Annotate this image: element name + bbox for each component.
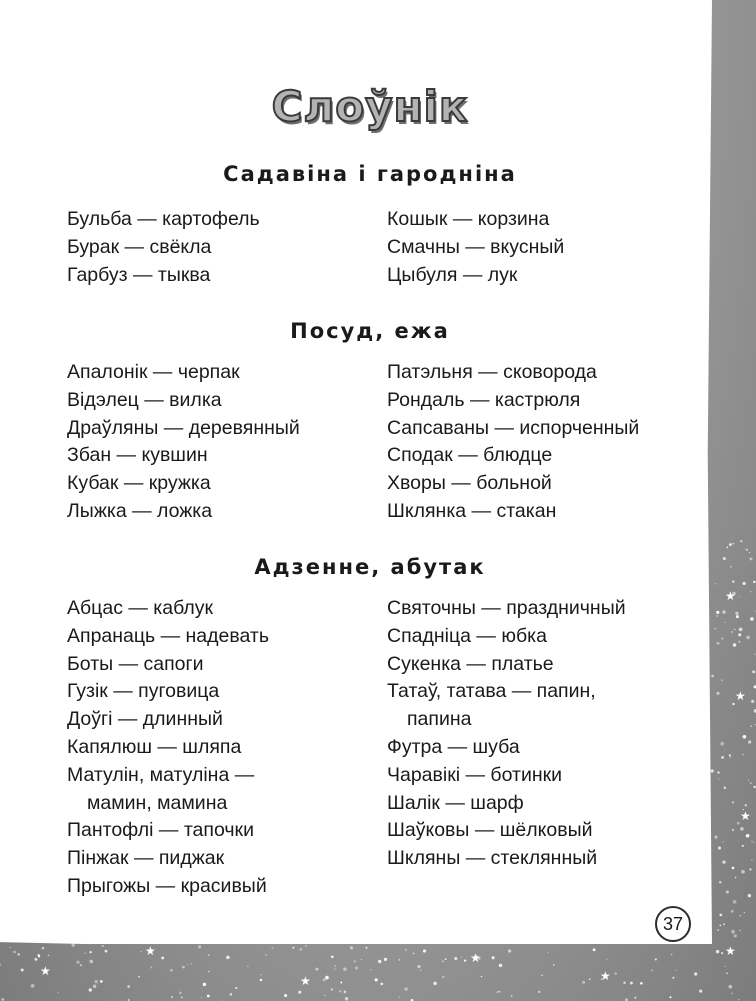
star-dot — [354, 960, 356, 962]
star-dot — [355, 967, 358, 970]
star-dot — [13, 951, 16, 954]
star-dot — [343, 968, 347, 972]
star-dot — [721, 756, 724, 759]
star-icon: ★ — [725, 944, 736, 958]
star-dot — [752, 670, 755, 673]
star-dot — [721, 952, 723, 954]
star-icon: ★ — [145, 944, 156, 958]
star-dot — [399, 996, 400, 997]
star-dot — [750, 557, 753, 560]
star-dot — [300, 948, 303, 951]
star-dot — [35, 958, 38, 961]
star-icon: ★ — [725, 589, 736, 603]
star-dot — [718, 779, 719, 780]
star-dot — [593, 948, 596, 951]
star-dot — [719, 881, 721, 883]
star-dot — [323, 978, 326, 981]
dictionary-entry: Кубак — кружка — [67, 472, 211, 495]
star-dot — [260, 979, 263, 982]
star-dot — [750, 725, 752, 727]
star-dot — [102, 945, 104, 947]
section-heading-dishes-food: Посуд, ежа — [290, 319, 450, 343]
page-number: 37 — [655, 906, 691, 942]
star-dot — [745, 804, 747, 806]
star-dot — [420, 970, 421, 971]
star-dot — [744, 912, 745, 913]
star-dot — [31, 984, 35, 988]
star-dot — [738, 999, 740, 1001]
star-dot — [76, 961, 79, 964]
dictionary-entry: Патэльня — сковорода — [387, 361, 597, 383]
star-dot — [334, 968, 335, 969]
star-dot — [751, 860, 752, 861]
star-dot — [226, 956, 230, 960]
dictionary-entry: Сапсаваны — испорченный — [387, 416, 640, 439]
dictionary-entry: Спадніца — юбка — [387, 624, 547, 647]
star-dot — [720, 742, 724, 746]
star-dot — [370, 969, 371, 970]
dictionary-entry: Абцас — каблук — [67, 597, 214, 619]
star-dot — [334, 965, 335, 966]
star-dot — [331, 956, 334, 959]
dictionary-entry: Апранаць — надевать — [67, 624, 270, 647]
star-dot — [315, 968, 318, 971]
star-dot — [748, 780, 749, 781]
star-dot — [207, 995, 210, 998]
star-dot — [201, 997, 202, 998]
star-dot — [640, 982, 643, 985]
star-dot — [716, 615, 718, 617]
star-dot — [247, 966, 248, 967]
star-dot — [739, 596, 740, 597]
dictionary-entry: Святочны — праздничный — [387, 597, 626, 619]
star-dot — [717, 929, 719, 931]
star-dot — [161, 956, 164, 959]
star-dot — [344, 991, 347, 994]
star-dot — [292, 947, 294, 949]
star-dot — [746, 636, 750, 640]
star-dot — [582, 981, 585, 984]
section-clothing-left-column — [67, 595, 269, 901]
star-dot — [445, 958, 447, 960]
star-dot — [464, 959, 466, 961]
star-dot — [749, 552, 750, 553]
star-dot — [651, 969, 653, 971]
star-dot — [80, 964, 82, 966]
star-dot — [731, 930, 735, 934]
star-dot — [140, 951, 141, 952]
star-dot — [42, 947, 44, 949]
star-dot — [732, 703, 734, 705]
dictionary-entry: Кошык — корзина — [387, 208, 550, 230]
star-dot — [614, 972, 617, 975]
star-dot — [93, 985, 97, 989]
star-dot — [454, 957, 457, 960]
star-dot — [442, 961, 443, 962]
dictionary-entry: Шалік — шарф — [387, 791, 524, 814]
star-dot — [694, 972, 697, 975]
dictionary-entry-continuation: папина — [407, 708, 472, 731]
dictionary-entry: Шкляны — стеклянный — [387, 847, 598, 870]
star-dot — [634, 997, 636, 999]
dictionary-entry: Лыжка — ложка — [67, 499, 213, 522]
star-dot — [538, 991, 540, 993]
dictionary-entry: Збан — кувшин — [67, 444, 208, 467]
dictionary-entry: Хворы — больной — [387, 472, 552, 495]
dictionary-entry: Доўгі — длинный — [67, 708, 223, 731]
star-dot — [743, 735, 747, 739]
star-dot — [671, 954, 673, 956]
dictionary-entry: Драўляны — деревянный — [67, 416, 300, 439]
star-dot — [361, 959, 362, 960]
star-dot — [187, 964, 188, 965]
star-dot — [746, 549, 748, 551]
star-dot — [718, 846, 721, 849]
star-dot — [669, 996, 671, 998]
star-dot — [726, 546, 728, 548]
star-dot — [10, 947, 11, 948]
star-dot — [724, 787, 727, 790]
dictionary-entry: Капялюш — шляпа — [67, 735, 242, 758]
star-dot — [754, 654, 755, 655]
star-dot — [731, 910, 734, 913]
star-dot — [85, 953, 86, 954]
star-dot — [741, 870, 745, 874]
star-dot — [715, 583, 717, 585]
star-dot — [553, 964, 555, 966]
star-dot — [722, 610, 725, 613]
star-dot — [738, 641, 740, 643]
star-dot — [404, 987, 407, 990]
star-dot — [751, 841, 752, 842]
star-dot — [191, 963, 192, 964]
star-icon: ★ — [600, 969, 611, 983]
star-dot — [733, 900, 737, 904]
star-dot — [655, 958, 657, 960]
star-dot — [732, 543, 733, 544]
star-dot — [749, 868, 751, 870]
star-dot — [423, 949, 426, 952]
dictionary-entry: Смачны — вкусный — [387, 235, 565, 258]
star-dot — [0, 963, 1, 965]
star-dot — [716, 950, 719, 953]
star-dot — [753, 842, 754, 843]
star-dot — [339, 990, 341, 992]
star-dot — [716, 611, 719, 614]
star-dot — [717, 642, 720, 645]
star-dot — [751, 700, 754, 703]
star-dot — [461, 957, 462, 958]
star-dot — [413, 953, 414, 954]
star-dot — [71, 943, 74, 946]
star-dot — [48, 954, 50, 956]
star-dot — [743, 582, 746, 585]
star-dot — [442, 976, 444, 978]
star-dot — [732, 580, 734, 582]
star-dot — [511, 995, 513, 997]
star-dot — [732, 867, 735, 870]
star-icon: ★ — [470, 951, 481, 965]
section-dishes-right-column — [387, 359, 639, 526]
star-icon: ★ — [300, 974, 311, 988]
star-dot — [340, 982, 342, 984]
dictionary-entry: Бульба — картофель — [67, 208, 260, 230]
star-dot — [433, 982, 437, 986]
star-dot — [675, 970, 676, 971]
star-dot — [284, 994, 287, 997]
page-title: Слоўнік — [271, 82, 469, 131]
star-dot — [198, 945, 201, 948]
star-dot — [630, 982, 633, 985]
dictionary-entry: Апалонік — черпак — [67, 361, 240, 383]
section-dishes-left-column — [67, 359, 300, 526]
star-dot — [750, 617, 754, 621]
star-dot — [732, 829, 734, 831]
dictionary-entry: Татаў, татава — папин, — [387, 680, 596, 703]
star-dot — [170, 969, 173, 972]
star-dot — [95, 980, 98, 983]
star-dot — [417, 965, 420, 968]
dictionary-entry: Шклянка — стакан — [387, 499, 557, 522]
star-dot — [735, 877, 737, 879]
star-dot — [105, 950, 108, 953]
dictionary-entry: Бурак — свёкла — [67, 235, 212, 258]
star-dot — [742, 845, 744, 847]
dictionary-entry: Сподак — блюдце — [387, 444, 553, 467]
dictionary-entry: Шаўковы — шёлковый — [387, 819, 593, 842]
star-dot — [380, 983, 383, 986]
star-dot — [740, 915, 741, 916]
star-dot — [265, 954, 266, 955]
star-dot — [726, 972, 728, 974]
dictionary-entry: Матулін, матуліна — — [67, 763, 255, 786]
star-dot — [89, 988, 92, 991]
star-dot — [298, 991, 301, 994]
star-dot — [508, 949, 511, 952]
star-dot — [740, 827, 744, 831]
star-dot — [753, 786, 755, 788]
star-dot — [719, 925, 721, 927]
star-dot — [305, 945, 307, 947]
section-heading-clothing-footwear: Адзенне, абутак — [254, 555, 486, 579]
star-dot — [260, 974, 261, 975]
star-dot — [499, 964, 503, 968]
star-dot — [735, 612, 738, 615]
star-dot — [734, 934, 737, 937]
star-dot — [748, 740, 751, 743]
star-dot — [208, 954, 210, 956]
star-dot — [722, 841, 723, 842]
star-dot — [606, 959, 607, 960]
star-dot — [541, 975, 543, 977]
star-dot — [138, 976, 140, 978]
dictionary-entry: Цыбуля — лук — [387, 263, 518, 286]
star-dot — [754, 610, 755, 611]
star-dot — [38, 954, 40, 956]
star-dot — [127, 985, 130, 988]
dictionary-entry: Прыгожы — красивый — [67, 874, 267, 897]
star-dot — [203, 983, 206, 986]
star-dot — [721, 679, 723, 681]
dictionary-entry: Пінжак — пиджак — [67, 847, 225, 870]
star-dot — [734, 629, 735, 630]
star-dot — [732, 801, 734, 803]
star-dot — [272, 947, 274, 949]
star-dot — [179, 992, 181, 994]
star-dot — [481, 976, 483, 978]
star-dot — [739, 628, 743, 632]
star-dot — [378, 960, 381, 963]
section-heading-fruits-vegetables: Садавіна і гародніна — [223, 162, 517, 186]
star-dot — [208, 971, 209, 972]
star-dot — [753, 581, 755, 583]
dictionary-entry-continuation: мамин, мамина — [87, 791, 228, 814]
star-dot — [748, 894, 751, 897]
star-dot — [1, 998, 4, 1001]
star-dot — [729, 754, 731, 756]
star-dot — [742, 754, 743, 755]
star-dot — [722, 860, 725, 863]
star-dot — [746, 834, 750, 838]
star-dot — [733, 643, 736, 646]
star-dot — [496, 991, 498, 993]
dictionary-entry: Боты — сапоги — [67, 652, 204, 675]
star-dot — [325, 976, 329, 980]
star-dot — [717, 771, 720, 774]
star-dot — [17, 953, 20, 956]
star-dot — [672, 977, 674, 979]
star-dot — [729, 543, 732, 546]
dictionary-entry: Рондаль — кастрюля — [387, 388, 581, 411]
dictionary-entry: Футра — шуба — [387, 735, 520, 758]
dictionary-entry: Гарбуз — тыква — [67, 263, 211, 286]
star-dot — [731, 631, 733, 633]
section-clothing-right-column — [387, 595, 626, 873]
star-dot — [716, 692, 719, 695]
star-dot — [90, 951, 92, 953]
star-dot — [331, 988, 333, 990]
star-dot — [739, 930, 740, 931]
dictionary-entry: Гузік — пуговица — [67, 680, 220, 703]
star-dot — [623, 982, 625, 984]
star-dot — [150, 967, 152, 969]
star-dot — [719, 914, 722, 917]
star-dot — [181, 997, 183, 999]
star-dot — [399, 959, 400, 960]
star-icon: ★ — [740, 809, 751, 823]
star-dot — [89, 960, 93, 964]
star-dot — [589, 978, 591, 980]
star-dot — [350, 946, 353, 949]
star-dot — [171, 996, 173, 998]
star-dot — [714, 836, 717, 839]
star-dot — [498, 991, 500, 993]
star-dot — [58, 992, 59, 993]
star-dot — [100, 980, 103, 983]
section-fruits-right-column — [387, 206, 564, 289]
star-icon: ★ — [735, 689, 746, 703]
section-fruits-left-column — [67, 206, 260, 289]
star-dot — [724, 622, 725, 623]
star-dot — [750, 591, 751, 592]
star-dot — [711, 769, 714, 772]
star-dot — [492, 956, 495, 959]
star-dot — [405, 949, 407, 951]
star-dot — [324, 995, 325, 996]
star-dot — [750, 782, 751, 783]
star-dot — [738, 633, 741, 636]
star-icon: ★ — [40, 964, 51, 978]
star-dot — [725, 966, 726, 967]
star-dot — [723, 923, 725, 925]
star-dot — [729, 985, 733, 989]
star-dot — [365, 947, 367, 949]
star-dot — [740, 540, 742, 542]
star-dot — [731, 993, 733, 995]
star-dot — [712, 675, 713, 676]
star-dot — [230, 993, 233, 996]
dictionary-entry: Відэлец — вилка — [67, 388, 222, 411]
star-dot — [345, 997, 348, 1000]
star-dot — [714, 628, 715, 629]
dictionary-entry: Сукенка — платье — [387, 652, 554, 675]
star-dot — [736, 615, 739, 618]
star-dot — [699, 990, 702, 993]
star-dot — [235, 987, 237, 989]
dictionary-entry: Чаравікі — ботинки — [387, 763, 563, 786]
star-dot — [547, 952, 548, 953]
star-dot — [21, 969, 24, 972]
star-dot — [721, 637, 723, 639]
star-dot — [182, 966, 185, 969]
star-dot — [375, 978, 378, 981]
star-dot — [384, 958, 387, 961]
dictionary-entry: Пантофлі — тапочки — [67, 819, 254, 842]
star-dot — [726, 891, 729, 894]
